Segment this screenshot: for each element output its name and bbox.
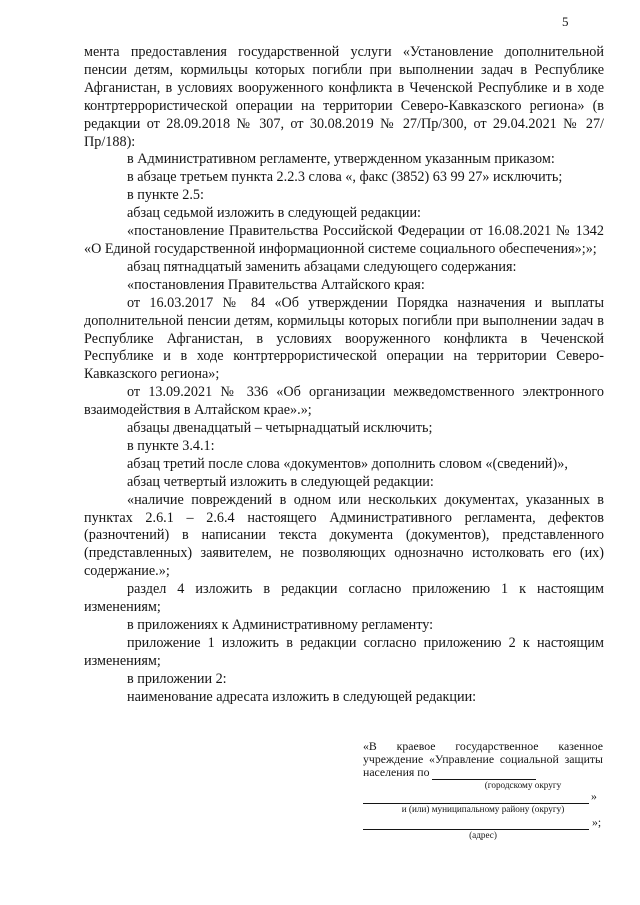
paragraph: «наличие повреждений в одном или нескольких документах, указанных в пунктах 2.6.1 – 2.6.4 настоящего Административного регламента, дефектов (разночтений) в написании текста документа (документов), представленного (представленных) заявителем, не позволяющих однозначно истолковать его (их) содержание.»; (84, 491, 604, 580)
paragraph: «постановление Правительства Российской Федерации от 16.08.2021 № 1342 «О Единой государственной информационной системе социального обеспечения»;»; (84, 223, 604, 257)
paragraph: в Административном регламенте, утвержденном указанным приказом: (127, 151, 555, 168)
blank-line (363, 817, 589, 830)
addressee-text (363, 740, 603, 780)
caption-city-district: (городскому округу (484, 779, 562, 790)
addressee-row-address (363, 816, 603, 830)
paragraph: в пункте 3.4.1: (127, 437, 215, 454)
paragraph: наименование адресата изложить в следующей редакции: (127, 688, 477, 705)
blank-line (363, 791, 589, 804)
addressee-heading: «В краевое государственное казенное учреждение «Управление социальной защиты населения по (363, 739, 603, 780)
paragraph: в приложении 2: (127, 670, 227, 687)
addressee-block (363, 740, 603, 840)
caption-address: (адрес) (469, 829, 497, 840)
paragraph: абзац четвертый изложить в следующей редакции: (127, 473, 434, 490)
paragraph: в приложениях к Административному регламенту: (127, 617, 434, 633)
paragraph: от 13.09.2021 № 336 «Об организации межведомственного электронного взаимодействия в Алтайском крае».»; (84, 384, 604, 419)
closing-mark: »; (592, 815, 602, 830)
closing-quote: » (591, 789, 597, 804)
paragraph: абзац третий после слова «документов» дополнить словом «(сведений)», (127, 455, 568, 472)
paragraph: раздел 4 изложить в редакции согласно приложению 1 к настоящим изменениям; (84, 581, 604, 616)
paragraph: «постановления Правительства Алтайского края: (127, 276, 425, 293)
blank-line (432, 767, 536, 780)
paragraph: от 16.03.2017 № 84 «Об утверждении Порядка назначения и выплаты дополнительной пенсии детям, кормильцы которых погибли при выполнении задач в Республике Афганистан, в условиях вооруженного конфликта в Чеченской Республике и в ходе контртеррористической операции на территории Северо-Кавказского региона»; (84, 294, 604, 383)
paragraph: в пункте 2.5: (127, 187, 204, 204)
page-number: 5 (562, 14, 569, 29)
paragraph: абзацы двенадцатый – четырнадцатый исключить; (127, 420, 433, 437)
caption-municipal-district: и (или) муниципальному району (округу) (401, 803, 565, 814)
document-body (84, 44, 604, 707)
paragraph: абзац седьмой изложить в следующей редакции: (127, 205, 422, 222)
paragraph: в абзаце третьем пункта 2.2.3 слова «, факс (3852) 63 99 27» исключить; (127, 169, 563, 186)
addressee-row-district (363, 790, 603, 804)
paragraph: абзац пятнадцатый заменить абзацами следующего содержания: (127, 258, 517, 275)
paragraph: приложение 1 изложить в редакции согласно приложению 2 к настоящим изменениям; (84, 634, 604, 669)
paragraph: мента предоставления государственной услуги «Установление дополнительной пенсии детям, кормильцы которых погибли при выполнении задач в Республике Афганистан, в условиях вооруженного конфликта в Чеченской Республике и в ходе контртеррористической операции на территории Северо-Кавказского региона» (в редакции от 28.09.2018 № 307, от 30.08.2019 № 27/Пр/300, от 29.04.2021 № 27/Пр/188): (84, 44, 604, 150)
